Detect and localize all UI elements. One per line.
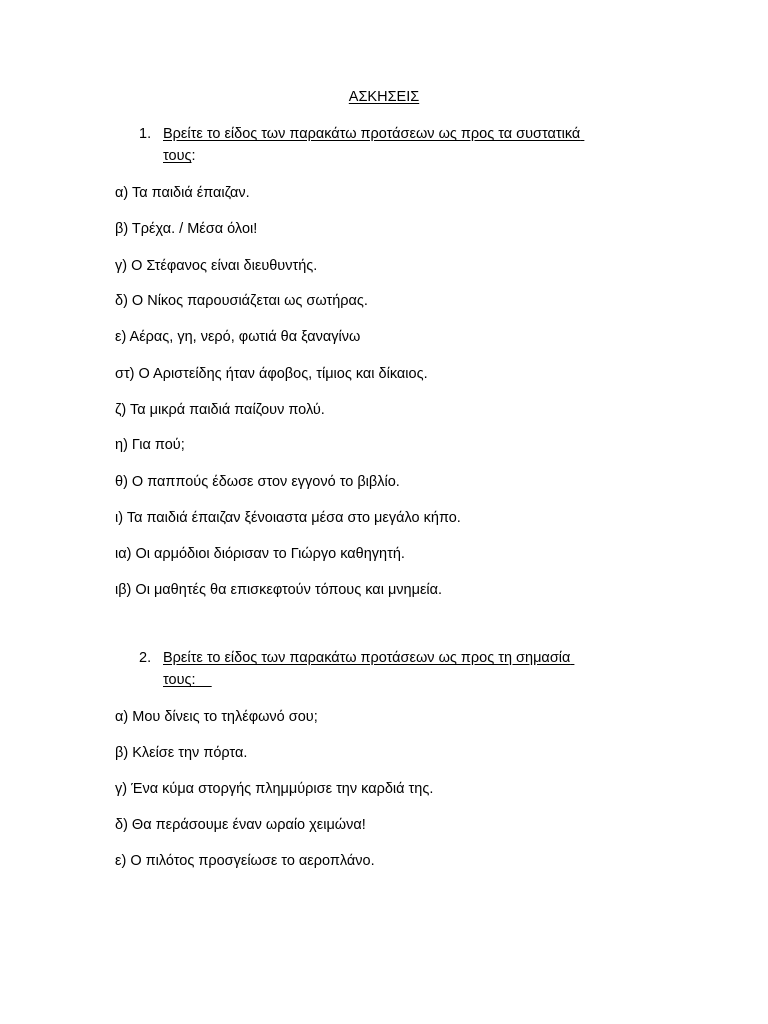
list-item: στ) Ο Αριστείδης ήταν άφοβος, τίμιος και δίκαιος. <box>115 366 428 382</box>
list-item: ια) Οι αρμόδιοι διόρισαν το Γιώργο καθηγητή. <box>115 546 405 562</box>
list-item: ιβ) Οι μαθητές θα επισκεφτούν τόπους και μνημεία. <box>115 582 443 598</box>
list-item: ε) Αέρας, γη, νερό, φωτιά θα ξαναγίνω <box>115 329 361 345</box>
section-1-heading-line1: Βρείτε το είδος των παρακάτω προτάσεων ως προς τα συστατικά <box>163 126 581 142</box>
list-item: α) Τα παιδιά έπαιζαν. <box>115 185 250 201</box>
section-2-heading-line1: Βρείτε το είδος των παρακάτω προτάσεων ως προς τη σημασία <box>163 650 571 666</box>
list-item: ε) Ο πιλότος προσγείωσε το αεροπλάνο. <box>115 853 375 869</box>
list-item: θ) Ο παππούς έδωσε στον εγγονό το βιβλίο. <box>115 474 400 490</box>
section-2-heading-line2: τους: <box>163 672 196 688</box>
section-2-number: 2. <box>139 650 152 666</box>
section-1-number: 1. <box>139 126 152 142</box>
list-item: γ) Ένα κύμα στοργής πλημμύρισε την καρδιά της. <box>115 781 434 797</box>
list-item: β) Κλείσε την πόρτα. <box>115 745 248 761</box>
list-item: ι) Τα παιδιά έπαιζαν ξένοιαστα μέσα στο μεγάλο κήπο. <box>115 510 461 526</box>
section-1-heading-suffix: : <box>191 148 196 164</box>
section-2-heading <box>163 647 653 691</box>
list-item: δ) Ο Νίκος παρουσιάζεται ως σωτήρας. <box>115 293 368 309</box>
list-item: δ) Θα περάσουμε έναν ωραίο χειμώνα! <box>115 817 366 833</box>
section-1-heading <box>163 123 653 167</box>
list-item: γ) Ο Στέφανος είναι διευθυντής. <box>115 258 318 274</box>
list-item: β) Τρέχα. / Μέσα όλοι! <box>115 221 258 237</box>
list-item: ζ) Τα μικρά παιδιά παίζουν πολύ. <box>115 402 325 418</box>
page-title: ΑΣΚΗΣΕΙΣ <box>348 89 420 105</box>
section-1-heading-line2: τους <box>163 148 192 164</box>
list-item: α) Μου δίνεις το τηλέφωνό σου; <box>115 709 318 725</box>
list-item: η) Για πού; <box>115 437 185 453</box>
